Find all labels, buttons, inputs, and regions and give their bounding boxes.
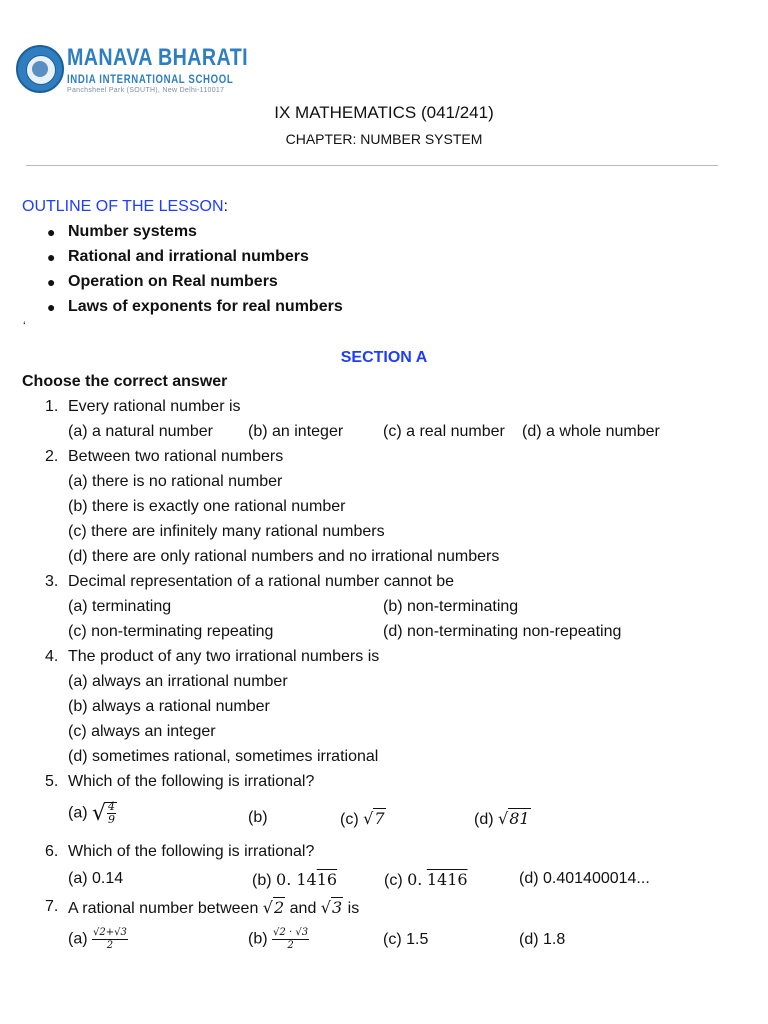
question-text: Which of the following is irrational?	[68, 843, 315, 860]
option-a: (a) √ $\frac{4}{9}$	[68, 800, 116, 826]
question-number: 7.	[45, 898, 59, 915]
option: (d) 1.8	[519, 931, 566, 948]
option: (d) a whole number	[522, 423, 660, 440]
option-b: (b) 0. 1416	[252, 870, 338, 889]
bullet: ●	[47, 249, 56, 265]
option: (c) there are infinitely many rational numbers	[68, 523, 385, 540]
instruction: Choose the correct answer	[22, 373, 228, 390]
option: (a) terminating	[68, 598, 172, 615]
question-number: 3.	[45, 573, 59, 590]
question-number: 6.	[45, 843, 59, 860]
school-address: Panchsheel Park (SOUTH), New Delhi-110017	[67, 87, 225, 94]
sqrt-fraction: √ $\frac{4}{9}$	[92, 800, 116, 826]
question-text: Decimal representation of a rational number cannot be	[68, 573, 454, 590]
bullet: ●	[47, 224, 56, 240]
school-name: MANAVA BHARATI	[67, 44, 249, 71]
document-title: IX MATHEMATICS (041/241)	[274, 103, 494, 122]
option-b: (b)	[248, 809, 268, 826]
outline-item: Number systems	[68, 223, 197, 240]
option: (b) there is exactly one rational number	[68, 498, 346, 515]
option: (d) sometimes rational, sometimes irrational	[68, 748, 379, 765]
bullet: ●	[47, 274, 56, 290]
option: (c) 1.5	[383, 931, 429, 948]
outline-item: Rational and irrational numbers	[68, 248, 309, 265]
option: (a) there is no rational number	[68, 473, 283, 490]
option-c: (c) √7	[340, 809, 385, 828]
chapter-title: CHAPTER: NUMBER SYSTEM	[285, 131, 483, 147]
outline-item: Operation on Real numbers	[68, 273, 278, 290]
option: (d) there are only rational numbers and no irrational numbers	[68, 548, 500, 565]
question-number: 5.	[45, 773, 59, 790]
section-heading: SECTION A	[340, 349, 428, 366]
question-text: Every rational number is	[68, 398, 241, 415]
option: (d) 0.401400014...	[519, 870, 650, 887]
school-subtitle: INDIA INTERNATIONAL SCHOOL	[67, 72, 234, 86]
question-text: Which of the following is irrational?	[68, 773, 315, 790]
option: (c) always an integer	[68, 723, 216, 740]
option: (d) non-terminating non-repeating	[383, 623, 622, 640]
stray-mark: ‘	[23, 319, 26, 333]
option: (b) non-terminating	[383, 598, 519, 615]
question-number: 2.	[45, 448, 59, 465]
question-text: The product of any two irrational numbers is	[68, 648, 380, 665]
option-d: (d) √81	[474, 809, 530, 828]
school-logo-emblem	[16, 45, 64, 93]
option: (a) 0.14	[68, 870, 124, 887]
option-c: (c) 0. 1416	[384, 870, 468, 889]
option: (b) an integer	[248, 423, 344, 440]
option: (a) always an irrational number	[68, 673, 288, 690]
option: (c) non-terminating repeating	[68, 623, 274, 640]
bullet: ●	[47, 299, 56, 315]
option-b: (b) $\frac{√2 \cdot √3}{2}$	[248, 927, 309, 951]
question-text: Between two rational numbers	[68, 448, 284, 465]
outline-heading: OUTLINE OF THE LESSON:	[22, 198, 228, 215]
option: (c) a real number	[383, 423, 505, 440]
option: (a) a natural number	[68, 423, 213, 440]
question-number: 4.	[45, 648, 59, 665]
question-number: 1.	[45, 398, 59, 415]
question-text: A rational number between √2 and √3 is	[68, 898, 360, 917]
option-a: (a) $\frac{√2+√3}{2}$	[68, 927, 127, 951]
option: (b) always a rational number	[68, 698, 270, 715]
outline-item: Laws of exponents for real numbers	[68, 298, 343, 315]
divider	[26, 165, 718, 166]
